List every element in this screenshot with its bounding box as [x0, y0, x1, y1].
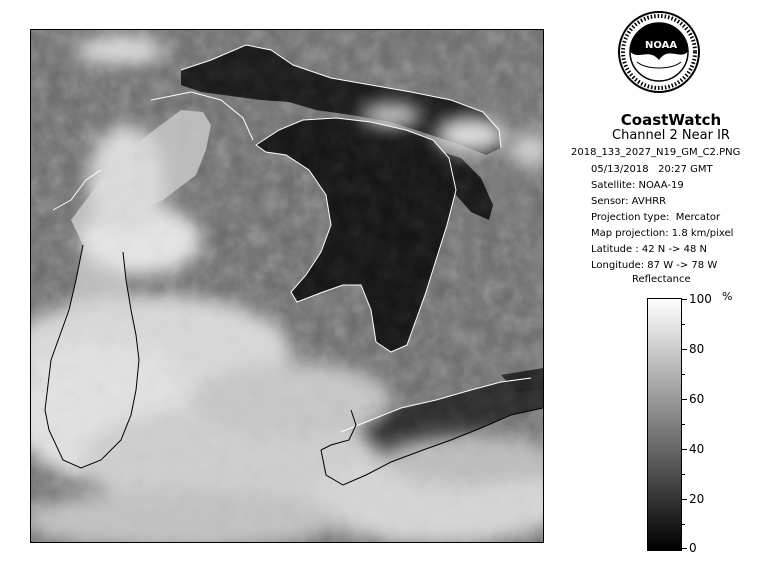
legend-unit: %: [722, 290, 733, 303]
satellite-image: [30, 29, 544, 543]
colorbar-tick: [681, 299, 687, 300]
noaa-logo-icon: [617, 10, 701, 94]
longitude-text: Longitude: 87 W -> 78 W: [591, 260, 718, 271]
tick-label: 60: [689, 392, 705, 406]
projection-type-text: Projection type: Mercator: [591, 212, 721, 223]
noaa-logo-text: NOAA: [645, 40, 678, 51]
colorbar-minor-tick: [681, 324, 685, 325]
colorbar-minor-tick: [681, 474, 685, 475]
legend-title: Reflectance: [632, 274, 691, 285]
satellite-map-svg: [31, 30, 543, 542]
product-title: CoastWatch: [620, 111, 722, 129]
colorbar-tick: [681, 548, 687, 549]
noaa-logo: [617, 10, 701, 94]
colorbar-minor-tick: [681, 374, 685, 375]
tick-label: 20: [689, 492, 705, 506]
datetime-text: 05/13/2018 20:27 GMT: [591, 164, 713, 175]
colorbar-tick: [681, 499, 687, 500]
satellite-text: Satellite: NOAA-19: [591, 180, 684, 191]
tick-label: 40: [689, 442, 705, 456]
colorbar-tick: [681, 399, 687, 400]
map-projection-text: Map projection: 1.8 km/pixel: [591, 228, 734, 239]
colorbar-minor-tick: [681, 524, 685, 525]
channel-subtitle: Channel 2 Near IR: [612, 128, 730, 143]
latitude-text: Latitude : 42 N -> 48 N: [591, 244, 707, 255]
tick-label: 100: [689, 292, 712, 306]
sensor-text: Sensor: AVHRR: [591, 196, 667, 207]
filename-text: 2018_133_2027_N19_GM_C2.PNG: [571, 147, 741, 158]
colorbar-tick: [681, 449, 687, 450]
tick-label: 80: [689, 342, 705, 356]
cloud-texture: [31, 30, 543, 542]
reflectance-colorbar: [647, 298, 682, 551]
colorbar-minor-tick: [681, 424, 685, 425]
tick-label: 0: [689, 541, 697, 555]
colorbar-tick: [681, 349, 687, 350]
